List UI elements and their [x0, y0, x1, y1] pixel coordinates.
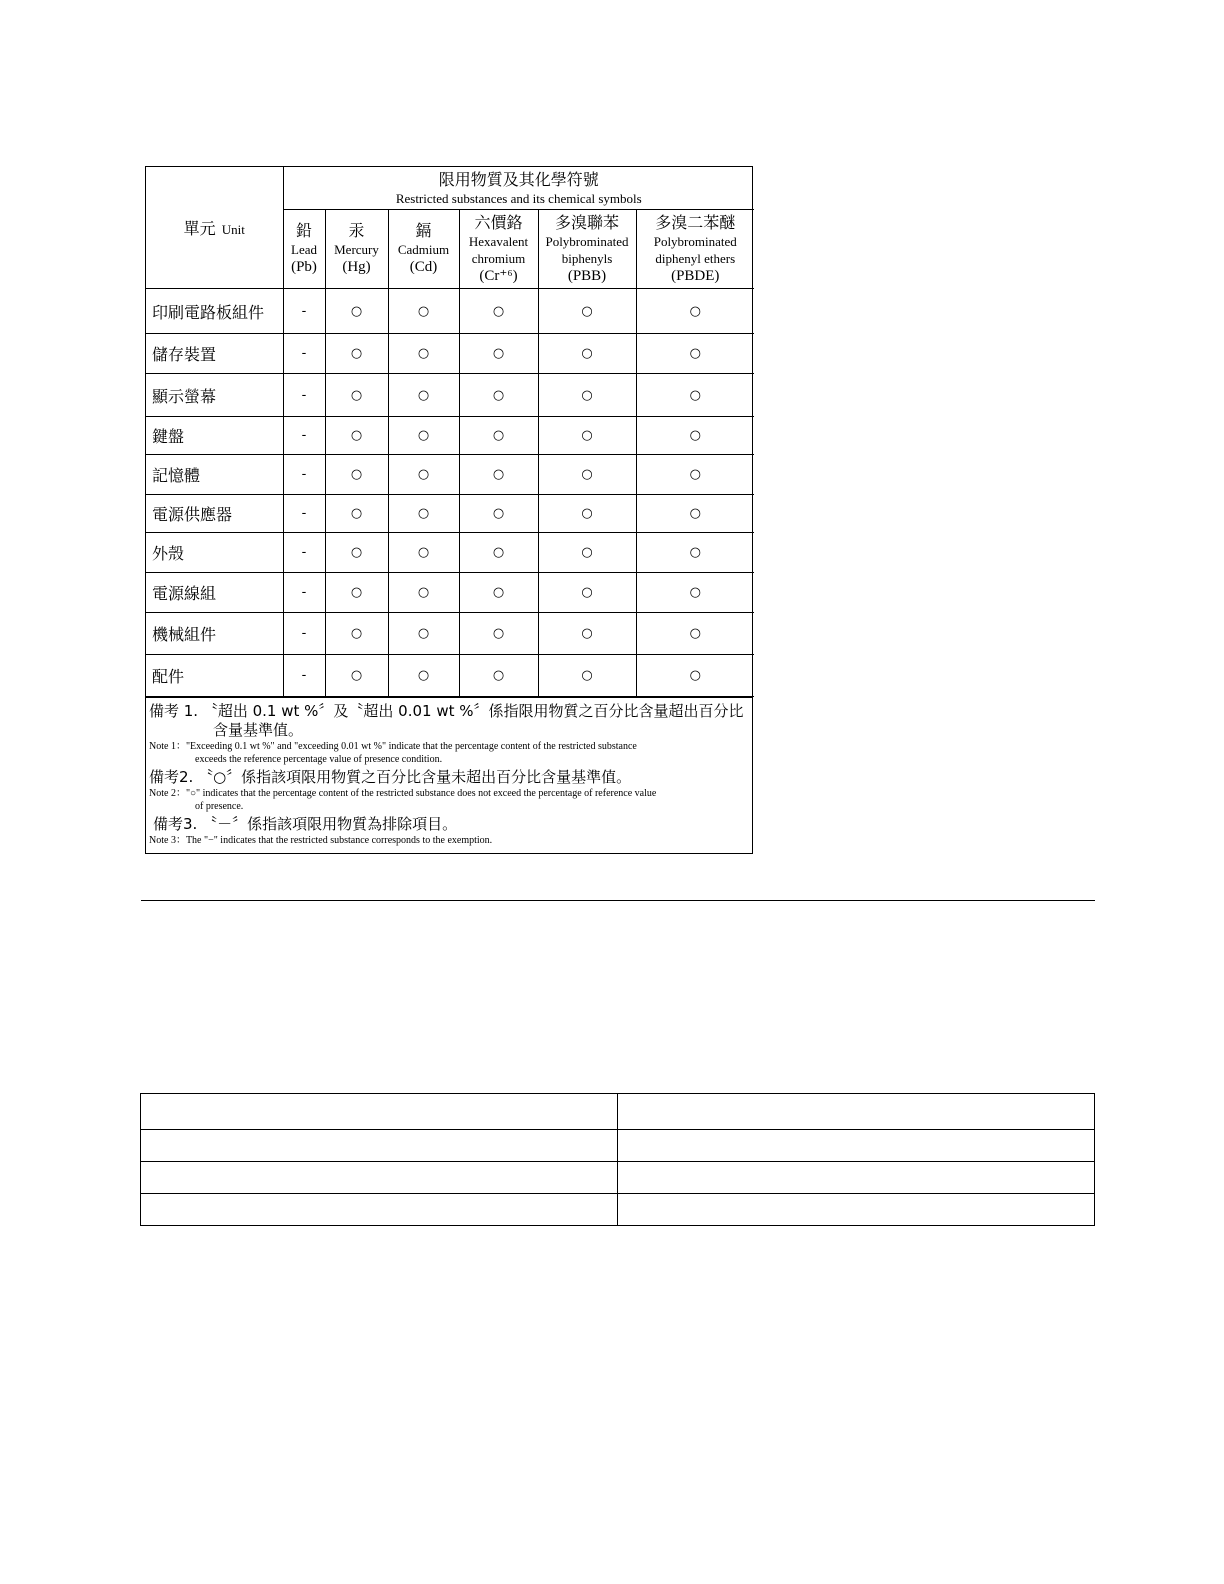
table-cell	[618, 1094, 1095, 1130]
note2-en-line1: Note 2："○" indicates that the percentage content of the restricted substance does not exceed the percentage of reference value	[149, 788, 657, 799]
table-cell: ○	[388, 495, 459, 533]
table-cell: ○	[459, 455, 538, 495]
unit-header	[146, 167, 283, 289]
row-unit-label: 電源線組	[146, 573, 283, 613]
substance-en: Polybrominated	[545, 233, 629, 249]
table-row	[141, 1130, 1095, 1162]
table-row	[146, 573, 754, 613]
table-cell: ○	[325, 495, 388, 533]
table-cell: -	[283, 495, 325, 533]
note1-en-line2: exceeds the reference percentage value of presence condition.	[195, 754, 443, 765]
substance-en: Hexavalent	[468, 233, 529, 249]
unit-header-en: Unit	[221, 222, 245, 237]
table-row	[141, 1162, 1095, 1194]
table-cell	[618, 1162, 1095, 1194]
table-cell: -	[283, 374, 325, 417]
substance-symbol: (Cr⁺⁶)	[479, 267, 518, 284]
row-unit-label: 機械組件	[146, 613, 283, 655]
note2-en-line2: of presence.	[195, 801, 244, 812]
table-cell: ○	[538, 374, 636, 417]
substance-en: Polybrominated	[653, 233, 737, 249]
table-cell: ○	[636, 289, 754, 334]
table-cell: ○	[459, 374, 538, 417]
table-cell: -	[283, 334, 325, 374]
note3-zh: 備考3. 〝－〞係指該項限用物質為排除項目。	[153, 815, 458, 833]
table-row	[146, 613, 754, 655]
row-unit-label: 鍵盤	[146, 417, 283, 455]
table-cell: ○	[388, 374, 459, 417]
table-cell: ○	[636, 655, 754, 697]
table-cell	[141, 1162, 618, 1194]
table-cell: -	[283, 417, 325, 455]
substance-header-cadmium	[388, 210, 459, 289]
substance-en: Lead	[291, 242, 317, 257]
note1-zh-continued: 含量基準值。	[213, 721, 304, 739]
substance-en: Cadmium	[397, 242, 450, 257]
substance-header-lead	[283, 210, 325, 289]
row-unit-label: 印刷電路板組件	[146, 289, 283, 334]
blank-table	[140, 1093, 1095, 1226]
row-unit-label: 儲存裝置	[146, 334, 283, 374]
substance-header-pbde	[636, 210, 754, 289]
table-cell: ○	[538, 573, 636, 613]
table-cell: ○	[388, 334, 459, 374]
table-cell: ○	[388, 417, 459, 455]
table-cell: ○	[325, 533, 388, 573]
substance-header-hexavalent-chromium	[459, 210, 538, 289]
table-notes	[146, 697, 752, 853]
table-cell: -	[283, 655, 325, 697]
substance-symbol: (Hg)	[342, 259, 371, 275]
table-cell: ○	[459, 533, 538, 573]
row-unit-label: 電源供應器	[146, 495, 283, 533]
table-cell: ○	[388, 533, 459, 573]
table-cell: ○	[636, 495, 754, 533]
table-cell	[141, 1094, 618, 1130]
table-row	[141, 1194, 1095, 1226]
table-cell: ○	[388, 289, 459, 334]
table-cell: ○	[636, 455, 754, 495]
table-row	[146, 417, 754, 455]
table-cell: ○	[459, 655, 538, 697]
unit-header-zh: 單元	[183, 219, 216, 238]
table-cell: ○	[325, 655, 388, 697]
table-cell: ○	[459, 613, 538, 655]
substance-symbol: (Cd)	[409, 259, 438, 275]
table-cell: ○	[538, 655, 636, 697]
table-cell: -	[283, 289, 325, 334]
table-cell: -	[283, 613, 325, 655]
table-cell: ○	[636, 613, 754, 655]
substance-header-mercury	[325, 210, 388, 289]
table-cell: ○	[538, 289, 636, 334]
table-cell: ○	[325, 334, 388, 374]
table-cell: ○	[459, 573, 538, 613]
table-cell	[141, 1194, 618, 1226]
table-cell: -	[283, 573, 325, 613]
substance-zh: 鉛	[295, 221, 312, 240]
table-cell	[141, 1130, 618, 1162]
table-cell: ○	[538, 533, 636, 573]
group-header-en: Restricted substances and its chemical symbols	[395, 191, 642, 206]
table-row	[146, 495, 754, 533]
table-row	[146, 533, 754, 573]
table-cell: ○	[636, 417, 754, 455]
horizontal-divider	[141, 900, 1095, 901]
substance-zh: 多溴聯苯	[554, 212, 619, 232]
table-cell: ○	[388, 613, 459, 655]
table-cell	[618, 1194, 1095, 1226]
table-cell: ○	[325, 455, 388, 495]
note2-en	[149, 787, 749, 813]
row-unit-label: 記憶體	[146, 455, 283, 495]
table-cell: ○	[459, 495, 538, 533]
table-cell: -	[283, 455, 325, 495]
substance-zh: 多溴二苯醚	[655, 212, 736, 232]
restricted-substances-header	[283, 167, 754, 210]
table-row	[141, 1094, 1095, 1130]
table-cell: ○	[325, 289, 388, 334]
row-unit-label: 外殼	[146, 533, 283, 573]
table-cell: ○	[325, 573, 388, 613]
note3-en: Note 3：The "−" indicates that the restricted substance corresponds to the exemption.	[149, 835, 493, 846]
substance-symbol: (PBDE)	[671, 267, 720, 284]
substance-symbol: (Pb)	[291, 259, 317, 275]
table-cell: ○	[538, 417, 636, 455]
row-unit-label: 顯示螢幕	[146, 374, 283, 417]
substance-en: diphenyl ethers	[655, 250, 736, 266]
table-cell: ○	[388, 573, 459, 613]
table-row	[146, 455, 754, 495]
table-cell: ○	[538, 455, 636, 495]
substance-symbol: (PBB)	[567, 267, 607, 284]
table-row	[146, 334, 754, 374]
table-cell: ○	[538, 495, 636, 533]
table-row	[146, 289, 754, 334]
substance-en: Mercury	[334, 242, 379, 257]
table-cell: ○	[636, 334, 754, 374]
note2-zh: 備考2. 〝○〞係指該項限用物質之百分比含量未超出百分比含量基準值。	[149, 768, 632, 786]
table-cell: ○	[459, 334, 538, 374]
table-cell: ○	[459, 289, 538, 334]
substance-zh: 六價鉻	[474, 212, 523, 232]
note1-en	[149, 740, 749, 766]
table-cell: ○	[325, 374, 388, 417]
rohs-substance-table	[145, 166, 753, 854]
table-cell: ○	[325, 417, 388, 455]
table-cell: ○	[325, 613, 388, 655]
row-unit-label: 配件	[146, 655, 283, 697]
table-cell	[618, 1130, 1095, 1162]
table-cell: ○	[636, 374, 754, 417]
substance-en: biphenyls	[561, 250, 613, 266]
table-cell: ○	[538, 334, 636, 374]
table-cell: ○	[636, 533, 754, 573]
substance-en: chromium	[471, 250, 526, 266]
table-cell: ○	[388, 655, 459, 697]
table-row	[146, 374, 754, 417]
substance-header-pbb	[538, 210, 636, 289]
table-row	[146, 655, 754, 697]
substance-zh: 鎘	[415, 221, 432, 240]
note1-en-line1: Note 1："Exceeding 0.1 wt %" and "exceeding 0.01 wt %" indicate that the percentage content of the restricted substance	[149, 741, 637, 752]
table-cell: -	[283, 533, 325, 573]
table-cell: ○	[538, 613, 636, 655]
table-cell: ○	[636, 573, 754, 613]
substance-zh: 汞	[348, 221, 365, 240]
table-cell: ○	[459, 417, 538, 455]
table-cell: ○	[388, 455, 459, 495]
note1-zh: 備考 1. 〝超出 0.1 wt %〞及〝超出 0.01 wt %〞係指限用物質之百分比含量超出百分比	[149, 702, 744, 720]
group-header-zh: 限用物質及其化學符號	[438, 170, 599, 189]
